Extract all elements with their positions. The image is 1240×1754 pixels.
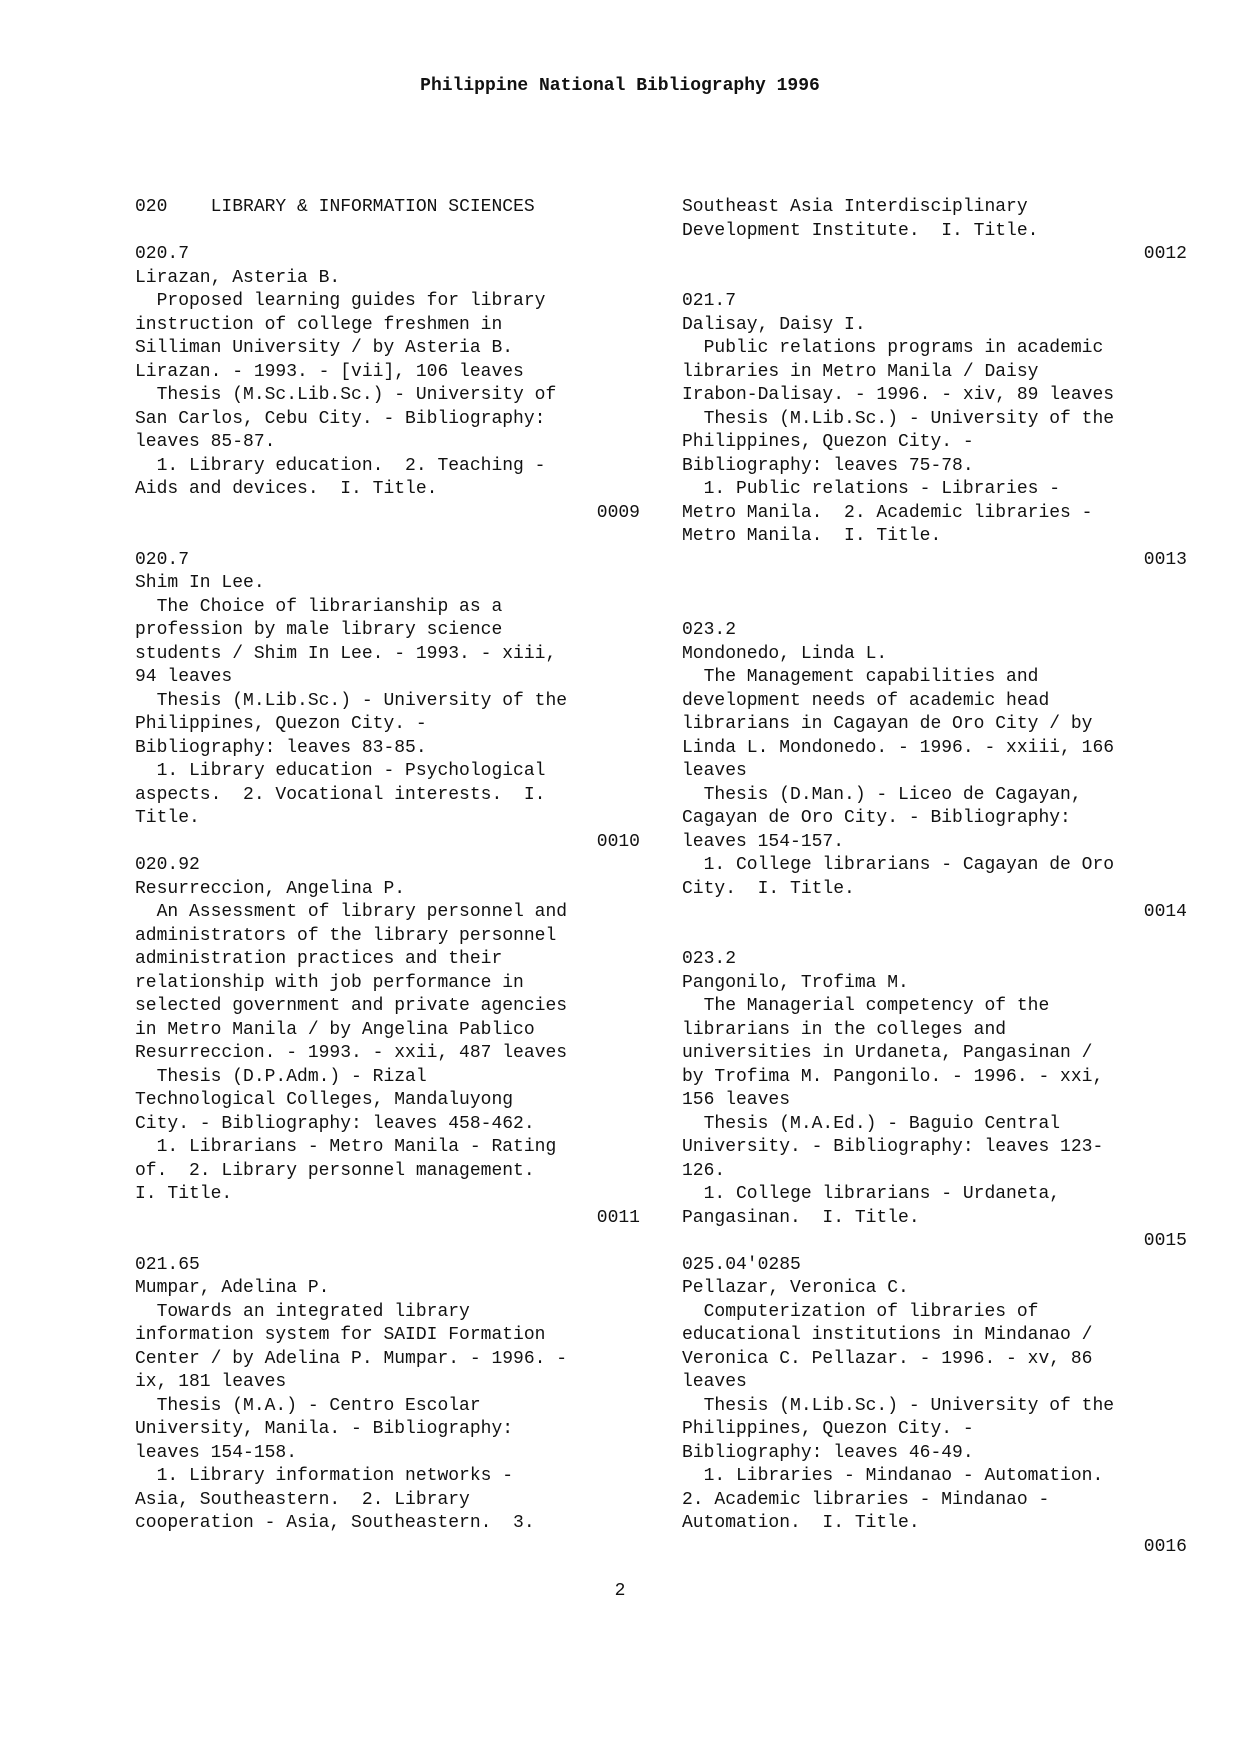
entry-line: 021.7 bbox=[682, 291, 737, 311]
entry-line: libraries in Metro Manila / Daisy bbox=[682, 361, 1039, 382]
entry-line: Technological Colleges, Mandaluyong bbox=[135, 1090, 514, 1110]
entry-line: Thesis (M.Sc.Lib.Sc.) - University of bbox=[135, 385, 557, 405]
blank-line bbox=[682, 925, 1187, 949]
entry-line: 1. Library education. 2. Teaching - bbox=[135, 455, 546, 476]
page-number: 2 bbox=[614, 1581, 626, 1601]
entry-line: Bibliography: leaves 75-78. bbox=[682, 455, 974, 476]
entry-number: 0013 bbox=[1143, 549, 1187, 570]
entry-line: Thesis (D.P.Adm.) - Rizal bbox=[135, 1066, 427, 1087]
entry-line: by Trofima M. Pangonilo. - 1996. - xxi, bbox=[682, 1066, 1104, 1087]
entry-line: Linda L. Mondonedo. - 1996. - xxiii, 166 bbox=[682, 737, 1115, 758]
entry-line: City. - Bibliography: leaves 458-462. bbox=[135, 1113, 535, 1134]
entry-number: 0009 bbox=[596, 502, 640, 523]
entry-line: leaves 154-158. bbox=[135, 1442, 298, 1463]
blank-line bbox=[135, 525, 640, 549]
entry-number: 0011 bbox=[596, 1207, 640, 1228]
entry-line: in Metro Manila / by Angelina Pablico bbox=[135, 1019, 535, 1040]
entry-line: Metro Manila. 2. Academic libraries - bbox=[682, 502, 1093, 523]
blank-line bbox=[135, 220, 640, 244]
entry-line: Title. bbox=[135, 808, 200, 828]
section-title: LIBRARY & INFORMATION SCIENCES bbox=[210, 197, 535, 217]
entry-line: of. 2. Library personnel management. bbox=[135, 1160, 535, 1181]
entry-line: 1. Public relations - Libraries - bbox=[682, 479, 1061, 499]
entry-line: librarians in the colleges and bbox=[682, 1019, 1007, 1040]
entry-line: leaves bbox=[682, 1372, 747, 1392]
entry-line: 1. Librarians - Metro Manila - Rating bbox=[135, 1137, 557, 1157]
entry-line: 156 leaves bbox=[682, 1090, 791, 1110]
entry-line: San Carlos, Cebu City. - Bibliography: bbox=[135, 408, 546, 429]
entry-line: 023.2 bbox=[682, 949, 737, 969]
entry-line: Dalisay, Daisy I. bbox=[682, 314, 866, 335]
entry-line: aspects. 2. Vocational interests. I. bbox=[135, 784, 546, 805]
entry-line: Resurreccion, Angelina P. bbox=[135, 878, 406, 899]
entry-line: Veronica C. Pellazar. - 1996. - xv, 86 bbox=[682, 1348, 1093, 1369]
entry-line: leaves bbox=[682, 761, 747, 781]
entry-number: 0015 bbox=[1143, 1231, 1187, 1251]
entry-line: Automation. I. Title. bbox=[682, 1513, 920, 1533]
entry-line: Irabon-Dalisay. - 1996. - xiv, 89 leaves bbox=[682, 385, 1115, 405]
entry-line: development needs of academic head bbox=[682, 690, 1050, 711]
entry-line: universities in Urdaneta, Pangasinan / bbox=[682, 1043, 1093, 1063]
entry-line: University, Manila. - Bibliography: bbox=[135, 1419, 514, 1439]
entry-line: administrators of the library personnel bbox=[135, 925, 557, 946]
entry-line: instruction of college freshmen in bbox=[135, 314, 503, 335]
entry-line: Philippines, Quezon City. - bbox=[682, 432, 974, 452]
entry-line: Aids and devices. I. Title. bbox=[135, 479, 438, 499]
entry-line: Bibliography: leaves 46-49. bbox=[682, 1442, 974, 1463]
entry-line: 1. Library information networks - bbox=[135, 1466, 514, 1486]
entry-line: Cagayan de Oro City. - Bibliography: bbox=[682, 808, 1071, 828]
blank-line bbox=[682, 267, 1187, 291]
entry-line: Pangasinan. I. Title. bbox=[682, 1207, 920, 1228]
entry-line: Public relations programs in academic bbox=[682, 338, 1104, 358]
entry-line: information system for SAIDI Formation bbox=[135, 1325, 546, 1345]
entry-line: Thesis (M.A.Ed.) - Baguio Central bbox=[682, 1113, 1061, 1134]
blank-line bbox=[682, 572, 1187, 596]
blank-line bbox=[135, 1230, 640, 1254]
entry-line: Southeast Asia Interdisciplinary bbox=[682, 197, 1028, 217]
entry-line: relationship with job performance in bbox=[135, 972, 524, 993]
entry-line: The Choice of librarianship as a bbox=[135, 596, 503, 617]
entry-line: 126. bbox=[682, 1160, 726, 1181]
entry-line: Thesis (D.Man.) - Liceo de Cagayan, bbox=[682, 784, 1082, 805]
entry-line: Lirazan. - 1993. - [vii], 106 leaves bbox=[135, 361, 524, 382]
entry-line: The Managerial competency of the bbox=[682, 996, 1050, 1016]
entry-line: Philippines, Quezon City. - bbox=[682, 1419, 974, 1439]
entry-line: Thesis (M.Lib.Sc.) - University of the bbox=[682, 408, 1115, 429]
entry-line: 020.92 bbox=[135, 855, 200, 875]
entry-line: Metro Manila. I. Title. bbox=[682, 526, 942, 546]
entry-line: librarians in Cagayan de Oro City / by bbox=[682, 714, 1093, 734]
entry-line: 023.2 bbox=[682, 620, 737, 640]
entry-line: leaves 85-87. bbox=[135, 432, 276, 452]
entry-line: students / Shim In Lee. - 1993. - xiii, bbox=[135, 643, 557, 664]
entry-line: Resurreccion. - 1993. - xxii, 487 leaves bbox=[135, 1043, 568, 1063]
entry-line: Computerization of libraries of bbox=[682, 1301, 1039, 1322]
entry-line: Development Institute. I. Title. bbox=[682, 220, 1039, 241]
entry-line: 94 leaves bbox=[135, 667, 233, 687]
entry-line: Shim In Lee. bbox=[135, 573, 265, 593]
entry-line: ix, 181 leaves bbox=[135, 1372, 287, 1392]
section-code: 020 bbox=[135, 197, 168, 217]
entry-line: Philippines, Quezon City. - bbox=[135, 714, 427, 734]
left-column bbox=[135, 196, 640, 1536]
entry-line: 2. Academic libraries - Mindanao - bbox=[682, 1489, 1050, 1510]
entry-line: Lirazan, Asteria B. bbox=[135, 267, 341, 288]
entry-line: I. Title. bbox=[135, 1184, 233, 1204]
entry-line: 020.7 bbox=[135, 549, 190, 570]
entry-number: 0016 bbox=[1143, 1536, 1187, 1557]
entry-line: Center / by Adelina P. Mumpar. - 1996. - bbox=[135, 1348, 568, 1369]
entry-line: 1. College librarians - Urdaneta, bbox=[682, 1184, 1061, 1204]
entry-line: Mondonedo, Linda L. bbox=[682, 643, 888, 664]
entry-line: 1. College librarians - Cagayan de Oro bbox=[682, 855, 1115, 875]
entry-number: 0012 bbox=[1143, 244, 1187, 264]
entry-line: The Management capabilities and bbox=[682, 667, 1039, 687]
entry-line: educational institutions in Mindanao / bbox=[682, 1325, 1093, 1345]
entry-line: Thesis (M.Lib.Sc.) - University of the bbox=[135, 690, 568, 711]
entry-line: Silliman University / by Asteria B. bbox=[135, 338, 514, 358]
entry-line: University. - Bibliography: leaves 123- bbox=[682, 1137, 1104, 1157]
entry-line: Towards an integrated library bbox=[135, 1301, 470, 1322]
entry-line: selected government and private agencies bbox=[135, 996, 568, 1016]
blank-line bbox=[682, 596, 1187, 620]
entry-number: 0010 bbox=[596, 831, 640, 852]
entry-line: leaves 154-157. bbox=[682, 831, 845, 852]
entry-line: An Assessment of library personnel and bbox=[135, 902, 568, 922]
entry-line: Pangonilo, Trofima M. bbox=[682, 972, 909, 993]
entry-line: profession by male library science bbox=[135, 620, 503, 640]
entry-line: Pellazar, Veronica C. bbox=[682, 1278, 909, 1298]
entry-line: 021.65 bbox=[135, 1254, 200, 1275]
entry-line: Thesis (M.Lib.Sc.) - University of the bbox=[682, 1395, 1115, 1416]
entry-line: administration practices and their bbox=[135, 949, 503, 969]
entry-line: cooperation - Asia, Southeastern. 3. bbox=[135, 1513, 535, 1533]
entry-line: 1. Libraries - Mindanao - Automation. bbox=[682, 1466, 1104, 1486]
right-column bbox=[682, 196, 1187, 1559]
entry-line: Asia, Southeastern. 2. Library bbox=[135, 1489, 470, 1510]
entry-line: City. I. Title. bbox=[682, 878, 855, 899]
entry-line: 1. Library education - Psychological bbox=[135, 761, 546, 781]
section-heading bbox=[135, 196, 640, 220]
entry-line: Thesis (M.A.) - Centro Escolar bbox=[135, 1395, 481, 1416]
entry-line: Bibliography: leaves 83-85. bbox=[135, 737, 427, 758]
entry-line: 025.04'0285 bbox=[682, 1254, 801, 1275]
entry-number: 0014 bbox=[1143, 902, 1187, 922]
entry-line: Proposed learning guides for library bbox=[135, 291, 546, 311]
entry-line: 020.7 bbox=[135, 244, 190, 264]
entry-line: Mumpar, Adelina P. bbox=[135, 1278, 330, 1298]
page-title: Philippine National Bibliography 1996 bbox=[420, 76, 820, 96]
